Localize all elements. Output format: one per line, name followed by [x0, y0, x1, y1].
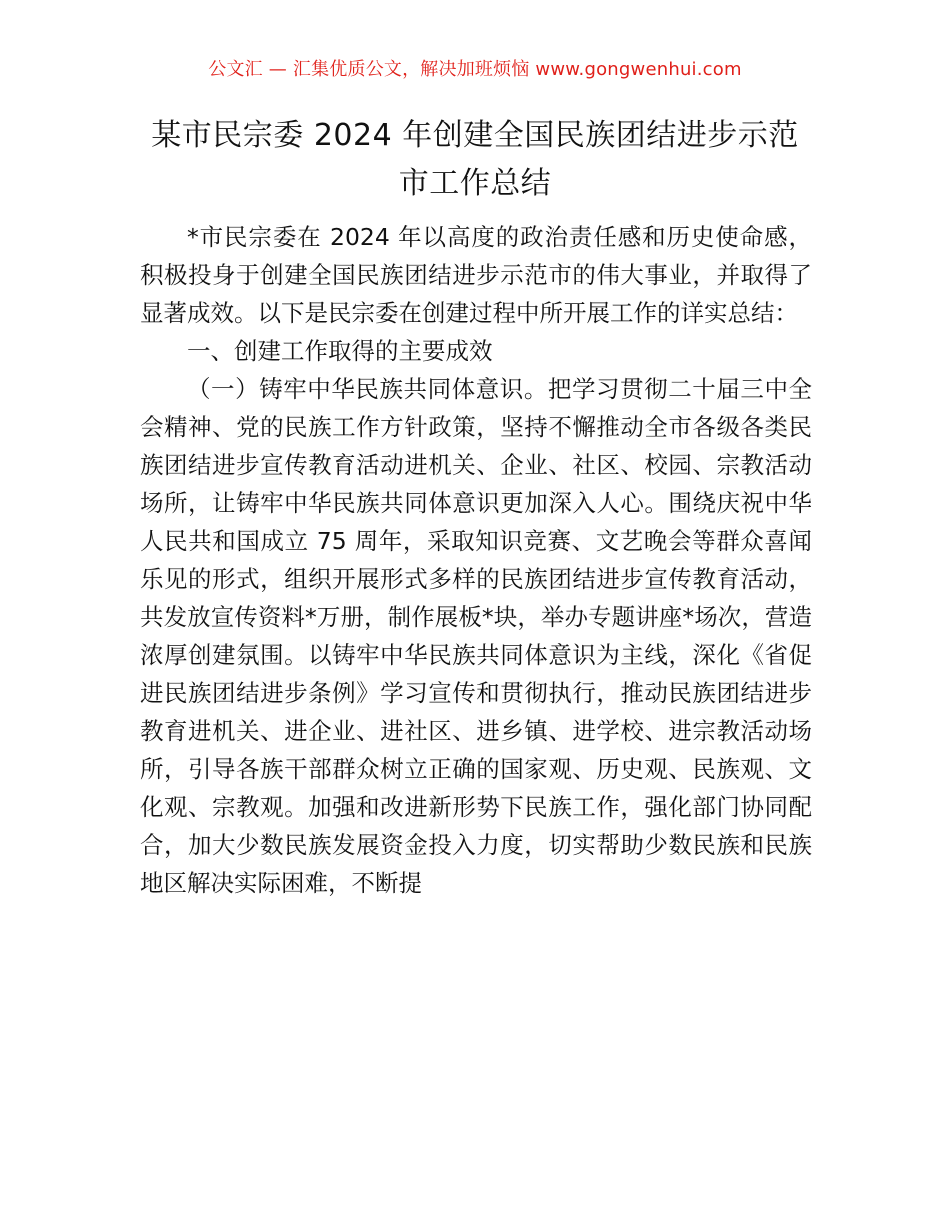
header-banner: 公文汇 — 汇集优质公文，解决加班烦恼 www.gongwenhui.com: [208, 59, 742, 80]
subsection-paragraph: （一）铸牢中华民族共同体意识。把学习贯彻二十届三中全会精神、党的民族工作方针政策，坚持不懈推动全市各级各类民族团结进步宣传教育活动进机关、企业、社区、校园、宗教活动场所，让铸牢中华民族共同体意识更加深入人心。围绕庆祝中华人民共和国成立 75 周年，采取知识竞赛、文艺晚会等群众喜闻乐见的形式，组织开展形式多样的民族团结进步宣传教育活动，共发放宣传资料*万册，制作展板*块，举办专题讲座*场次，营造浓厚创建氛围。以铸牢中华民族共同体意识为主线，深化《省促进民族团结进步条例》学习宣传和贯彻执行，推动民族团结进步教育进机关、进企业、进社区、进乡镇、进学校、进宗教活动场所，引导各族干部群众树立正确的国家观、历史观、民族观、文化观、宗教观。加强和改进新形势下民族工作，强化部门协同配合，加大少数民族发展资金投入力度，切实帮助少数民族和民族地区解决实际困难，不断提: [140, 375, 812, 897]
title-line-2: 市工作总结: [398, 166, 552, 201]
document-body: [140, 218, 812, 902]
section-heading: 一、创建工作取得的主要成效: [187, 337, 493, 365]
intro-paragraph: *市民宗委在 2024 年以高度的政治责任感和历史使命感，积极投身于创建全国民族团结进步示范市的伟大事业，并取得了显著成效。以下是民宗委在创建过程中所开展工作的详实总结：: [140, 223, 812, 327]
document-title: [130, 112, 820, 208]
title-line-1: 某市民宗委 2024 年创建全国民族团结进步示范: [151, 118, 799, 153]
